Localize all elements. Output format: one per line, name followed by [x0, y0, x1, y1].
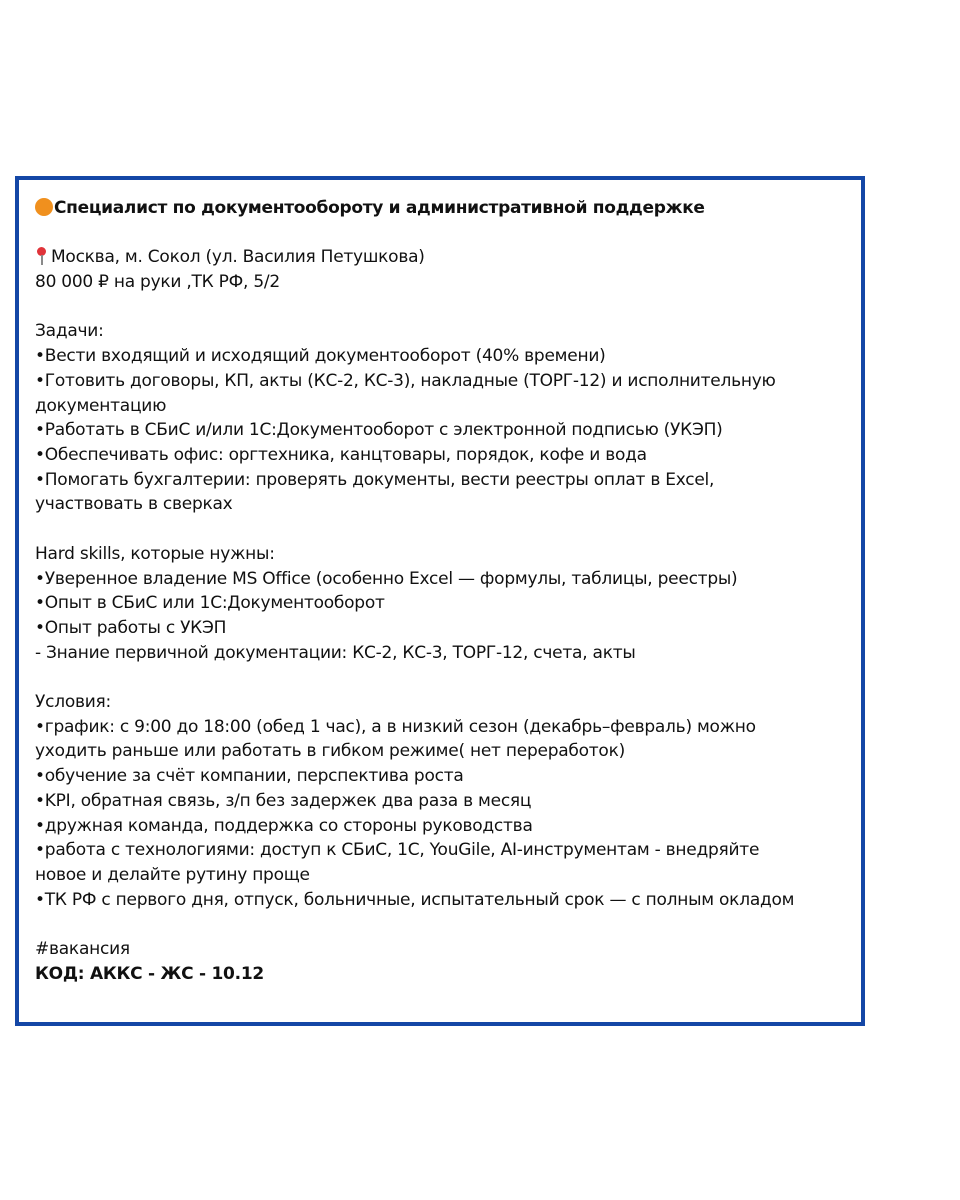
- condition-item: •KPI, обратная связь, з/п без задержек два раза в месяц: [35, 790, 532, 811]
- spacer: [35, 295, 845, 320]
- vacancy-title-line: [35, 196, 845, 221]
- skill-item: •Уверенное владение MS Office (особенно Excel — формулы, таблицы, реестры): [35, 568, 738, 589]
- task-item: •Помогать бухгалтерии: проверять документы, вести реестры оплат в Excel,: [35, 469, 715, 490]
- vacancy-title: Специалист по документообороту и административной поддержке: [54, 198, 705, 218]
- spacer: [35, 912, 845, 937]
- condition-item: •работа с технологиями: доступ к СБиС, 1С, YouGile, AI-инструментам - внедряйте: [35, 840, 760, 861]
- conditions-heading: Условия:: [35, 692, 111, 712]
- task-item: •Обеспечивать офис: оргтехника, канцтовары, порядок, кофе и вода: [35, 445, 647, 465]
- condition-item: •график: с 9:00 до 18:00 (обед 1 час), а в низкий сезон (декабрь–февраль) можно: [35, 716, 756, 737]
- orange-circle-icon: [35, 198, 53, 216]
- task-item: •Работать в СБиС и/или 1С:Документооборот с электронной подписью (УКЭП): [35, 420, 723, 441]
- vacancy-card: [15, 176, 865, 1026]
- spacer: [35, 665, 845, 690]
- task-item: документацию: [35, 395, 167, 416]
- task-item: •Вести входящий и исходящий документооборот (40% времени): [35, 346, 606, 367]
- task-item: •Готовить договоры, КП, акты (КС-2, КС-3), накладные (ТОРГ-12) и исполнительную: [35, 370, 776, 391]
- condition-item: •ТК РФ с первого дня, отпуск, больничные, испытательный срок — с полным окладом: [35, 889, 795, 910]
- condition-item: новое и делайте рутину проще: [35, 864, 310, 885]
- salary-text: 80 000 ₽ на руки ,ТК РФ, 5/2: [35, 272, 280, 293]
- skill-item: •Опыт работы с УКЭП: [35, 617, 227, 638]
- vacancy-content: [35, 196, 845, 986]
- tasks-heading: Задачи:: [35, 321, 104, 342]
- hashtag[interactable]: #вакансия: [35, 939, 130, 960]
- condition-item: уходить раньше или работать в гибком режиме( нет переработок): [35, 741, 625, 762]
- condition-item: •обучение за счёт компании, перспектива роста: [35, 766, 464, 787]
- task-item: участвовать в сверках: [35, 494, 233, 515]
- spacer: [35, 517, 845, 542]
- pin-icon: [35, 246, 48, 266]
- vacancy-code: КОД: АККС - ЖС - 10.12: [35, 963, 264, 984]
- condition-item: •дружная команда, поддержка со стороны руководства: [35, 815, 533, 836]
- skills-heading: Hard skills, которые нужны:: [35, 543, 275, 564]
- skill-item: •Опыт в СБиС или 1С:Документооборот: [35, 593, 385, 614]
- spacer: [35, 221, 845, 246]
- location-text: Москва, м. Сокол (ул. Василия Петушкова): [51, 247, 425, 268]
- skill-item: - Знание первичной документации: КС-2, КС-3, ТОРГ-12, счета, акты: [35, 642, 636, 663]
- location-line: [35, 245, 845, 270]
